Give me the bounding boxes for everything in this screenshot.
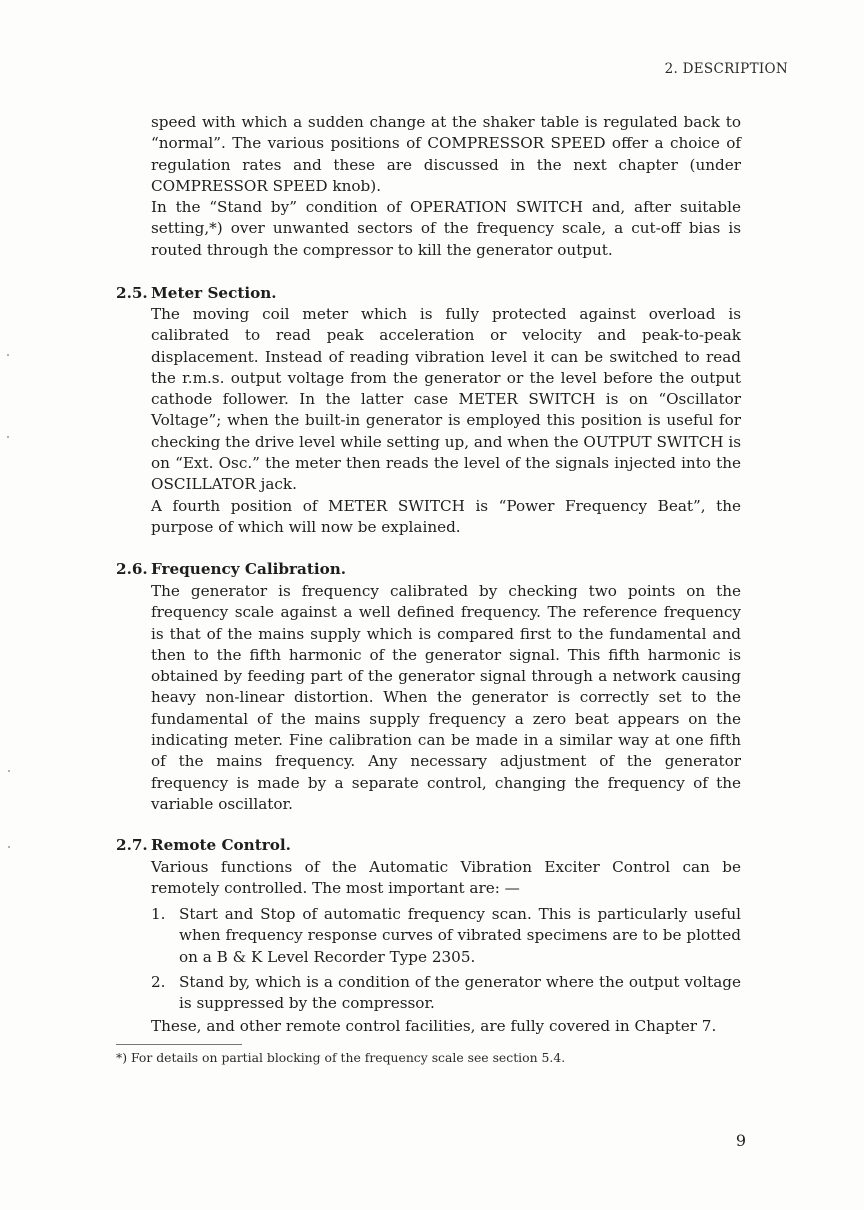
frequency-calibration-paragraph: The generator is frequency calibrated by checking two points on the frequency scale against a well defined frequency. The reference frequency is that of the mains supply which is compared first to the fundamental and then to the fifth harmonic of the generator signal. This fifth harmonic is obtained by feeding part of the generator signal through a network causing heavy non-linear distortion. When the generator is correctly set to the fundamental of the mains supply frequency a zero beat appears on the indicating meter. Fine calibration can be made in a similar way at one fifth of the mains frequency. Any necessary adjustment of the generator frequency is made by a separate control, changing the frequency of the variable oscillator. [151, 582, 741, 813]
list-item-text: Start and Stop of automatic frequency scan. This is particularly useful when frequency response curves of vibrated specimens are to be plotted on a B & K Level Recorder Type 2305. [179, 905, 741, 966]
scan-speck [8, 770, 10, 772]
intro-paragraph-1: speed with which a sudden change at the shaker table is regulated back to “normal”. The various positions of COMPRESSOR SPEED offer a choice of regulation rates and these are discussed in the next chapter (under COMPRESSOR SPEED knob). [151, 113, 741, 195]
section-heading-remote-control [116, 836, 291, 854]
scan-speck [8, 846, 10, 848]
list-item [151, 972, 741, 1015]
list-item-text: Stand by, which is a condition of the generator where the output voltage is suppressed by the compressor. [179, 973, 741, 1013]
section-number: 2.6. [116, 560, 148, 578]
footnote: *) For details on partial blocking of the frequency scale see section 5.4. [116, 1050, 566, 1065]
intro-paragraph-2: In the “Stand by” condition of OPERATION SWITCH and, after suitable setting,*) over unwanted sectors of the frequency scale, a cut-off bias is routed through the compressor to kill the generator output. [151, 198, 741, 259]
running-header: 2. DESCRIPTION [664, 61, 788, 77]
section-number: 2.5. [116, 284, 148, 302]
scan-speck [7, 354, 9, 356]
remote-control-paragraph-1: Various functions of the Automatic Vibration Exciter Control can be remotely controlled. The most important are: — [151, 858, 741, 898]
list-item-number: 1. [151, 905, 166, 923]
section-heading-frequency-calibration [116, 560, 346, 578]
meter-paragraph-1: The moving coil meter which is fully protected against overload is calibrated to read peak acceleration or velocity and peak-to-peak displacement. Instead of reading vibration level it can be switched to read the r.m.s. output voltage from the generator or the level before the output cathode follower. In the latter case METER SWITCH is on “Oscillator Voltage”; when the built-in generator is employed this position is useful for checking the drive level while setting up, and when the OUTPUT SWITCH is on “Ext. Osc.” the meter then reads the level of the signals injected into the OSCILLATOR jack. [151, 305, 741, 494]
section-heading-meter [116, 284, 277, 302]
section-title: Frequency Calibration. [151, 560, 347, 578]
section-number: 2.7. [116, 836, 148, 854]
meter-paragraph-2: A fourth position of METER SWITCH is “Power Frequency Beat”, the purpose of which will now be explained. [151, 497, 741, 537]
remote-control-paragraph-2: These, and other remote control facilities, are fully covered in Chapter 7. [151, 1017, 717, 1035]
section-title: Meter Section. [151, 284, 277, 302]
list-item-number: 2. [151, 973, 166, 991]
list-item [151, 904, 741, 968]
section-title: Remote Control. [151, 836, 291, 854]
scan-speck [7, 436, 9, 438]
footnote-divider [116, 1044, 242, 1045]
page-number: 9 [735, 1131, 746, 1150]
